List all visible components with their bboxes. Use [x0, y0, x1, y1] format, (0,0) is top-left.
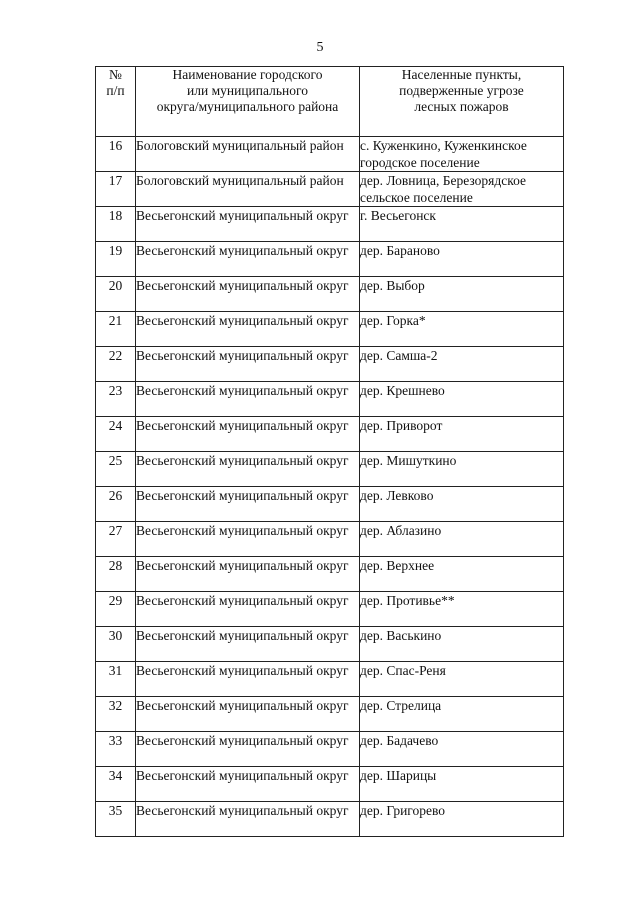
row-settlement: дер. Ловница, Березорядское сельское поселение [360, 172, 564, 207]
row-district: Весьегонский муниципальный округ [136, 697, 360, 732]
table-row [96, 207, 564, 242]
table-row [96, 557, 564, 592]
settlements-table [95, 66, 564, 837]
row-number: 21 [96, 312, 136, 347]
row-settlement: дер. Шарицы [360, 767, 564, 802]
row-district: Весьегонский муниципальный округ [136, 487, 360, 522]
page-number: 5 [316, 40, 324, 55]
row-district: Весьегонский муниципальный округ [136, 592, 360, 627]
table-header-row [96, 67, 564, 137]
header-settlements [360, 67, 564, 137]
row-number: 22 [96, 347, 136, 382]
row-number: 19 [96, 242, 136, 277]
row-district: Весьегонский муниципальный округ [136, 767, 360, 802]
header-district-line: или муниципального [187, 83, 308, 98]
row-district: Весьегонский муниципальный округ [136, 347, 360, 382]
table-row [96, 382, 564, 417]
row-settlement: дер. Мишуткино [360, 452, 564, 487]
row-district: Весьегонский муниципальный округ [136, 277, 360, 312]
table-row [96, 592, 564, 627]
row-number: 31 [96, 662, 136, 697]
table-row [96, 487, 564, 522]
row-district: Весьегонский муниципальный округ [136, 382, 360, 417]
table-row [96, 697, 564, 732]
table-row [96, 347, 564, 382]
row-number: 28 [96, 557, 136, 592]
table-row [96, 137, 564, 172]
row-district: Весьегонский муниципальный округ [136, 627, 360, 662]
row-district: Бологовский муниципальный район [136, 172, 360, 207]
header-number [96, 67, 136, 137]
header-district-line: Наименование городского [172, 67, 323, 82]
row-number: 33 [96, 732, 136, 767]
row-number: 16 [96, 137, 136, 172]
row-settlement: дер. Противье** [360, 592, 564, 627]
row-settlement: дер. Стрелица [360, 697, 564, 732]
row-settlement: дер. Верхнее [360, 557, 564, 592]
row-number: 25 [96, 452, 136, 487]
row-district: Весьегонский муниципальный округ [136, 312, 360, 347]
row-district: Весьегонский муниципальный округ [136, 452, 360, 487]
row-number: 20 [96, 277, 136, 312]
row-settlement: дер. Спас-Реня [360, 662, 564, 697]
row-number: 17 [96, 172, 136, 207]
table-row [96, 522, 564, 557]
header-settlements-line: Населенные пункты, [401, 67, 522, 82]
row-number: 30 [96, 627, 136, 662]
row-settlement: дер. Григорево [360, 802, 564, 837]
table-row [96, 277, 564, 312]
table-row [96, 732, 564, 767]
row-number: 27 [96, 522, 136, 557]
row-settlement: дер. Бараново [360, 242, 564, 277]
table-row [96, 172, 564, 207]
table-row [96, 802, 564, 837]
table-row [96, 767, 564, 802]
table-row [96, 627, 564, 662]
row-settlement: дер. Приворот [360, 417, 564, 452]
row-number: 35 [96, 802, 136, 837]
row-settlement: дер. Бадачево [360, 732, 564, 767]
table-row [96, 417, 564, 452]
row-settlement: дер. Васькино [360, 627, 564, 662]
row-settlement: дер. Горка* [360, 312, 564, 347]
row-settlement: с. Куженкино, Куженкинское городское поселение [360, 137, 564, 172]
header-district [136, 67, 360, 137]
row-settlement: дер. Самша-2 [360, 347, 564, 382]
header-settlements-line: подверженные угрозе [399, 83, 524, 98]
row-district: Весьегонский муниципальный округ [136, 522, 360, 557]
row-district: Весьегонский муниципальный округ [136, 732, 360, 767]
table-row [96, 662, 564, 697]
row-number: 23 [96, 382, 136, 417]
row-district: Весьегонский муниципальный округ [136, 242, 360, 277]
row-settlement: г. Весьегонск [360, 207, 564, 242]
table-row [96, 242, 564, 277]
row-number: 26 [96, 487, 136, 522]
row-settlement: дер. Выбор [360, 277, 564, 312]
row-district: Бологовский муниципальный район [136, 137, 360, 172]
row-district: Весьегонский муниципальный округ [136, 207, 360, 242]
row-settlement: дер. Крешнево [360, 382, 564, 417]
row-district: Весьегонский муниципальный округ [136, 417, 360, 452]
row-district: Весьегонский муниципальный округ [136, 802, 360, 837]
header-number-line: № [109, 67, 122, 82]
row-settlement: дер. Левково [360, 487, 564, 522]
row-number: 18 [96, 207, 136, 242]
header-number-line: п/п [106, 83, 125, 98]
row-number: 32 [96, 697, 136, 732]
row-number: 29 [96, 592, 136, 627]
header-settlements-line: лесных пожаров [414, 99, 509, 114]
row-district: Весьегонский муниципальный округ [136, 662, 360, 697]
table-row [96, 452, 564, 487]
row-number: 34 [96, 767, 136, 802]
row-district: Весьегонский муниципальный округ [136, 557, 360, 592]
row-number: 24 [96, 417, 136, 452]
table-row [96, 312, 564, 347]
header-district-line: округа/муниципального района [156, 99, 339, 114]
row-settlement: дер. Аблазино [360, 522, 564, 557]
